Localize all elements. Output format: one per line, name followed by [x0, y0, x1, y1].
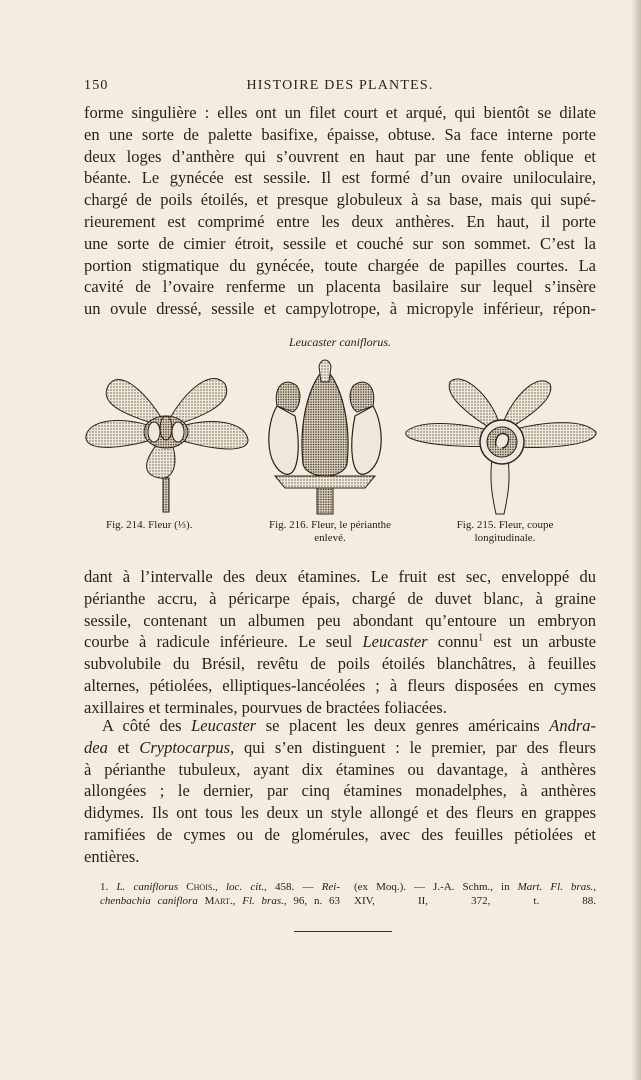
text-line: chargé de poils étoilés, et presque globuleux à sa base, mais qui supé-: [84, 190, 596, 210]
text-line: forme singulière : elles ont un filet court et arqué, qui bientôt se dilate: [84, 103, 596, 122]
text-line: entières.: [84, 846, 140, 866]
text-line: béante. Le gynécée est sessile. Il est formé d’un ovaire uniloculaire,: [84, 168, 596, 188]
footnote-left-column: [100, 880, 340, 908]
text-line: sessile, contenant un albumen peu abondant qu’entoure un embryon: [84, 610, 596, 630]
text-run: courbe à radicule inférieure. Le seul: [84, 632, 353, 652]
text-run: , 96, n. 63: [283, 895, 340, 907]
text-run: 1.: [100, 881, 117, 893]
text-line: en une sorte de palette basifixe, épaisse, obtuse. Sa face interne porte: [84, 124, 596, 144]
text-line: rieurement est comprimé entre les deux anthères. En haut, il porte: [84, 211, 596, 231]
text-line: portion stigmatique du gynécée, toute chargée de papilles courtes. La: [84, 255, 596, 275]
plate-title: Leucaster caniflorus.: [289, 335, 391, 349]
paragraph-2: [84, 566, 596, 719]
paragraph-1: [84, 102, 596, 320]
text-run: Mart. Fl. bras.: [517, 881, 594, 893]
text-run: , 458. —: [264, 881, 322, 893]
text-line: ramifiées de cymes ou de glomérules, avec des feuilles pétiolées et: [84, 824, 596, 844]
text-run: Chois.,: [178, 881, 226, 893]
text-run: ,: [593, 881, 596, 893]
caption-fig-216: [248, 519, 412, 544]
text-run: est un arbuste: [493, 632, 597, 652]
text-run: L. caniflorus: [116, 881, 179, 893]
running-head: [84, 78, 596, 98]
text-line: alternes, pétiolées, elliptiques-lancéolées ; à fleurs disposées en cymes: [84, 675, 596, 695]
paragraph-3: [84, 715, 596, 868]
text-line: allongées ; le dernier, par cinq étamines monadelphes, à anthères: [84, 781, 596, 801]
footnote-line: XIV, II, 372, t. 88.: [354, 895, 596, 907]
text-run: loc. cit.: [226, 881, 265, 893]
caption-line: Fig. 216. Fleur, le périanthe: [268, 519, 392, 531]
text-run: Fl. bras.: [242, 895, 284, 907]
caption-line: Fig. 215. Fleur, coupe: [456, 519, 554, 531]
footnote-line: [100, 894, 340, 908]
caption-line: enlevé.: [314, 531, 346, 544]
figure-plate: [80, 356, 600, 516]
text-line: un ovule dressé, sessile et campylotrope, à micropyle inférieur, répon-: [84, 299, 596, 319]
text-run: connu: [437, 632, 479, 652]
text-line: périanthe accru, à péricarpe épais, chargé de duvet blanc, à graine: [84, 588, 596, 608]
text-run: A côté des: [102, 716, 182, 735]
footnote-marker: 1: [478, 632, 484, 644]
caption-fig-214: Fig. 214. Fleur (⅓).: [106, 519, 193, 531]
text-line: [84, 715, 596, 737]
footnote-line: [100, 880, 340, 894]
caption-fig-215: [440, 519, 570, 544]
footnote-right-column: [354, 880, 596, 908]
text-line: deux loges d’anthère qui s’ouvrent en haut par une fente oblique et: [84, 146, 596, 166]
text-run: Mart.,: [197, 895, 243, 907]
text-line: subvolubile du Brésil, revêtu de poils étoilés blanchâtres, à feuilles: [84, 654, 596, 674]
text-run: qui s’en distinguent : le premier, par des fleurs: [243, 737, 597, 757]
genus-name: Andra-: [549, 716, 597, 735]
genus-name: Leucaster: [191, 716, 257, 735]
text-line: dant à l’intervalle des deux étamines. Le fruit est sec, enveloppé du: [84, 567, 596, 586]
footnote-line: [354, 880, 596, 894]
page-number: 150: [84, 78, 109, 93]
text-run: et: [117, 737, 130, 757]
text-line: une sorte de cimier étroit, sessile et couché sur son sommet. C’est la: [84, 233, 596, 253]
text-run: (ex Moq.). — J.-A. Schm., in: [354, 881, 518, 893]
genus-name: dea: [84, 737, 108, 757]
text-line: axillaires et terminales, pourvues de bractées foliacées.: [84, 697, 447, 717]
genus-name: Leucaster: [362, 632, 428, 652]
end-rule: [294, 931, 392, 932]
flower-section-illustration: [402, 356, 598, 516]
text-run: se placent les deux genres américains: [265, 716, 540, 735]
text-run: chenbachia caniflora: [100, 895, 198, 907]
text-line: cavité de l’ovaire renferme un placenta basilaire sur lequel s’insère: [84, 277, 596, 297]
text-line: [84, 737, 596, 759]
page-edge-shadow: [631, 0, 641, 1080]
caption-line: longitudinale.: [474, 531, 536, 544]
genus-name: Cryptocarpus,: [139, 737, 235, 757]
flower-perianth-removed-illustration: [255, 356, 395, 516]
text-line: à périanthe tubuleux, ayant dix étamines ou davantage, à anthères: [84, 759, 596, 779]
flower-top-view-illustration: [80, 356, 252, 516]
running-title: HISTOIRE DES PLANTES.: [246, 78, 434, 93]
text-run: Rei-: [321, 881, 341, 893]
text-line: [84, 631, 596, 653]
text-line: didymes. Ils ont tous les deux un style allongé et des fleurs en grappes: [84, 803, 596, 823]
